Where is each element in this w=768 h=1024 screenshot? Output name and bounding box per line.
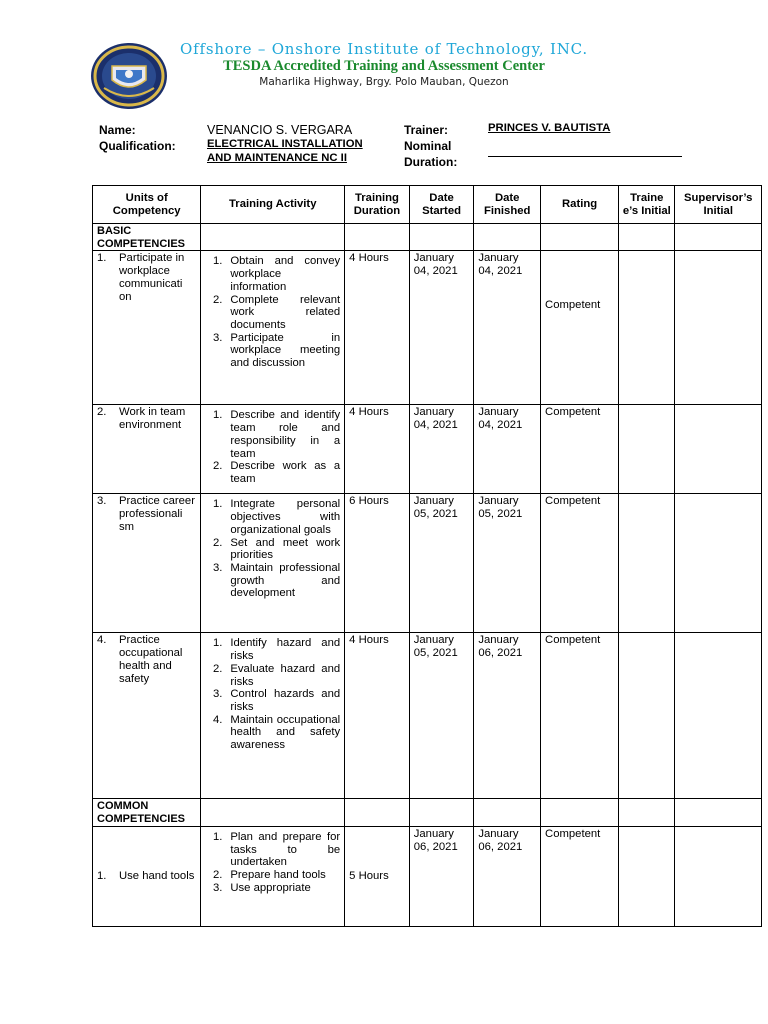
activity-number: 3. <box>212 561 223 574</box>
trainee-initial-cell <box>619 251 675 405</box>
unit-of-competency-cell <box>93 251 201 405</box>
qualification-value-line1: ELECTRICAL INSTALLATION <box>207 138 363 150</box>
trainee-initial-cell <box>619 826 675 926</box>
col-header-trainee-initial: Traine e’s Initial <box>619 186 675 224</box>
training-duration-cell: 4 Hours <box>345 251 410 405</box>
address-line: Maharlika Highway, Brgy. Polo Mauban, Quezon <box>259 76 509 88</box>
activity-number: 2. <box>212 293 223 306</box>
activity-item <box>205 255 340 293</box>
training-duration-cell: 5 Hours <box>345 826 410 926</box>
unit-number: 2. <box>97 406 107 419</box>
unit-title: Work in team environment <box>119 406 186 432</box>
unit-of-competency-cell <box>93 826 201 926</box>
rating-cell: Competent <box>541 494 619 633</box>
unit-title: Use hand tools <box>119 870 195 883</box>
date-started-cell: January 04, 2021 <box>409 405 474 494</box>
date-finished-cell: January 05, 2021 <box>474 494 541 633</box>
activity-item <box>205 460 340 485</box>
unit-number: 1. <box>97 252 107 265</box>
training-activity-cell <box>201 494 345 633</box>
supervisor-initial-cell <box>675 251 762 405</box>
date-finished-cell: January 06, 2021 <box>474 826 541 926</box>
activity-number: 2. <box>212 460 223 473</box>
activity-text: Evaluate hazard and risks <box>230 662 341 688</box>
activity-item <box>205 637 340 662</box>
activity-item <box>205 869 340 882</box>
date-started-cell: January 06, 2021 <box>409 826 474 926</box>
activity-number: 1. <box>212 498 223 511</box>
unit-of-competency-cell <box>93 494 201 633</box>
rating-cell: Competent <box>541 633 619 799</box>
activity-number: 3. <box>212 881 223 894</box>
document-header <box>0 0 768 110</box>
training-activity-cell <box>201 826 345 926</box>
supervisor-initial-cell <box>675 826 762 926</box>
col-header-rating: Rating <box>541 186 619 224</box>
training-duration-cell: 4 Hours <box>345 405 410 494</box>
section-row-common <box>93 799 762 826</box>
activity-item <box>205 562 340 600</box>
activity-item <box>205 409 340 460</box>
activity-item <box>205 294 340 332</box>
activity-number: 2. <box>212 868 223 881</box>
rating-cell: Competent <box>541 826 619 926</box>
activity-number: 1. <box>212 637 223 650</box>
name-label: Name: <box>99 123 136 137</box>
col-header-activity: Training Activity <box>201 186 345 224</box>
date-finished-cell: January 04, 2021 <box>474 251 541 405</box>
qualification-value-line2: AND MAINTENANCE NC II <box>207 152 347 164</box>
trainee-initial-cell <box>619 494 675 633</box>
nominal-label: Nominal <box>404 139 452 153</box>
activity-number: 4. <box>212 713 223 726</box>
nominal-duration-blank <box>488 156 682 157</box>
activity-text: Use appropriate <box>230 881 311 894</box>
training-activity-cell <box>201 405 345 494</box>
activity-text: Describe work as a team <box>230 460 341 485</box>
unit-of-competency-cell <box>93 633 201 799</box>
col-header-duration: Training Duration <box>345 186 410 224</box>
unit-number: 1. <box>97 870 107 883</box>
qualification-label: Qualification: <box>99 139 176 153</box>
date-started-cell: January 05, 2021 <box>409 494 474 633</box>
supervisor-initial-cell <box>675 494 762 633</box>
activity-item <box>205 882 340 895</box>
activity-text: Plan and prepare for tasks to be undertaken <box>230 830 341 869</box>
activity-text: Set and meet work priorities <box>230 536 341 562</box>
rating-cell: Competent <box>541 405 619 494</box>
activity-text: Maintain occupational health and safety awareness <box>230 713 341 752</box>
trainer-value: PRINCES V. BAUTISTA <box>488 122 611 134</box>
activity-number: 1. <box>212 409 223 422</box>
training-activity-cell <box>201 633 345 799</box>
unit-title: Participate in workplace communicati on <box>119 252 185 303</box>
table-row <box>93 405 762 494</box>
table-row <box>93 251 762 405</box>
table-row <box>93 494 762 633</box>
date-finished-cell: January 06, 2021 <box>474 633 541 799</box>
training-activity-cell <box>201 251 345 405</box>
col-header-finished: Date Finished <box>474 186 541 224</box>
unit-number: 4. <box>97 634 107 647</box>
activity-number: 3. <box>212 331 223 344</box>
section-label: COMMON COMPETENCIES <box>93 799 201 826</box>
activity-item <box>205 831 340 869</box>
activity-text: Participate in workplace meeting and discussion <box>230 331 341 370</box>
unit-number: 3. <box>97 495 107 508</box>
activity-text: Describe and identify team role and responsibility in a team <box>230 409 341 460</box>
activity-text: Complete relevant work related documents <box>230 293 341 331</box>
duration-label: Duration: <box>404 155 458 169</box>
activity-text: Identify hazard and risks <box>230 637 341 663</box>
rating-cell: Competent <box>541 251 619 405</box>
activity-item <box>205 498 340 536</box>
activity-number: 3. <box>212 688 223 701</box>
section-row-basic <box>93 224 762 251</box>
table-row <box>93 633 762 799</box>
activity-number: 1. <box>212 255 223 268</box>
col-header-started: Date Started <box>409 186 474 224</box>
col-header-units: Units of Competency <box>93 186 201 224</box>
date-started-cell: January 05, 2021 <box>409 633 474 799</box>
supervisor-initial-cell <box>675 633 762 799</box>
activity-number: 1. <box>212 830 223 843</box>
name-value: VENANCIO S. VERGARA <box>207 123 353 137</box>
unit-of-competency-cell <box>93 405 201 494</box>
table-row <box>93 826 762 926</box>
supervisor-initial-cell <box>675 405 762 494</box>
training-duration-cell: 4 Hours <box>345 633 410 799</box>
training-duration-cell: 6 Hours <box>345 494 410 633</box>
date-started-cell: January 04, 2021 <box>409 251 474 405</box>
activity-text: Maintain professional growth and development <box>230 561 341 600</box>
activity-number: 2. <box>212 662 223 675</box>
activity-text: Integrate personal objectives with organizational goals <box>230 498 341 536</box>
training-record-table <box>92 185 762 927</box>
activity-item <box>205 537 340 562</box>
activity-item <box>205 688 340 713</box>
date-finished-cell: January 04, 2021 <box>474 405 541 494</box>
table-header-row <box>93 186 762 224</box>
trainee-initial-cell <box>619 405 675 494</box>
col-header-supervisor-initial: Supervisor’s Initial <box>675 186 762 224</box>
activity-item <box>205 663 340 688</box>
activity-item <box>205 714 340 752</box>
organization-name: Offshore – Onshore Institute of Technology, INC. <box>180 40 588 58</box>
unit-title: Practice occupational health and safety <box>119 634 183 685</box>
unit-title: Practice career professionali sm <box>119 495 195 533</box>
activity-text: Control hazards and risks <box>230 688 341 713</box>
activity-number: 2. <box>212 536 223 549</box>
trainer-label: Trainer: <box>404 123 449 137</box>
accreditation-line: TESDA Accredited Training and Assessment Center <box>223 58 545 74</box>
section-label: BASIC COMPETENCIES <box>93 224 201 251</box>
activity-text: Prepare hand tools <box>230 868 326 881</box>
activity-text: Obtain and convey workplace information <box>230 255 341 293</box>
activity-item <box>205 332 340 370</box>
trainee-initial-cell <box>619 633 675 799</box>
